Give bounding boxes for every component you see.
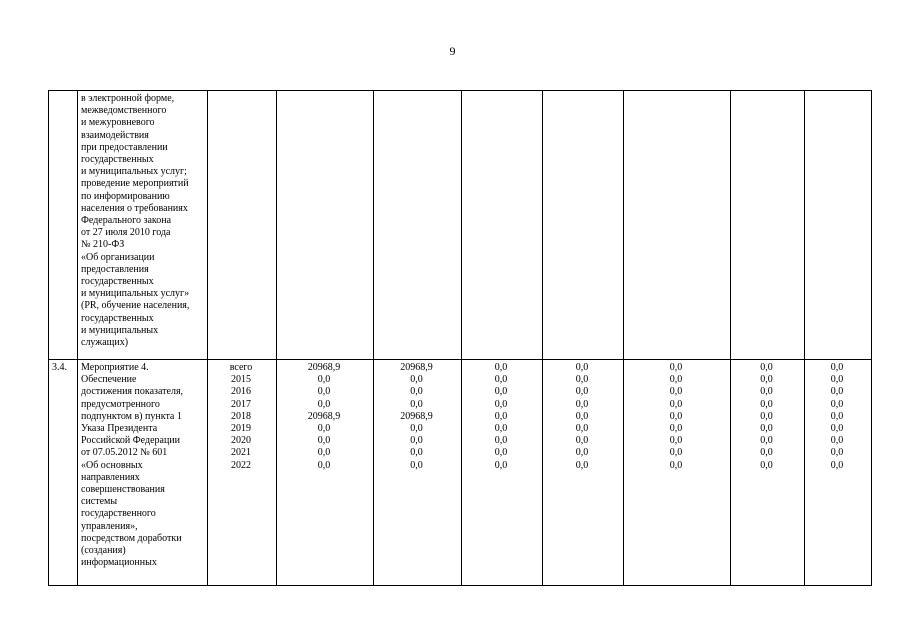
description-line: предусмотренного: [81, 398, 160, 410]
value-text: 20968,9: [400, 410, 433, 422]
value-text: 0,0: [317, 447, 331, 459]
value-text: 0,0: [669, 435, 683, 447]
description-line: и муниципальных: [81, 324, 159, 336]
page-number: 9: [449, 44, 456, 58]
description-cell: [78, 360, 208, 586]
description-line: государственного: [81, 508, 156, 520]
value-text: 0,0: [830, 423, 844, 435]
description-line: межведомственного: [81, 105, 167, 117]
description-line: в электронной форме,: [81, 93, 175, 104]
value-text: 0,0: [669, 386, 683, 398]
value-text: 0,0: [410, 447, 423, 459]
value-text: 0,0: [410, 423, 423, 435]
value-text: 0,0: [830, 386, 844, 398]
value-text: 0,0: [760, 374, 773, 386]
value-cell: [543, 360, 624, 586]
value-text: 0,0: [760, 423, 773, 435]
value-text: 0,0: [494, 398, 508, 410]
description-text: [81, 362, 207, 569]
description-line: от 27 июля 2010 года: [81, 227, 171, 239]
value-text: 0,0: [317, 386, 331, 398]
description-line: (создания): [81, 545, 126, 557]
description-line: Мероприятие 4.: [81, 362, 149, 373]
value-text: 0,0: [669, 459, 683, 471]
row-number: 3.4.: [52, 362, 67, 373]
year-label: 2017: [231, 398, 251, 410]
description-line: проведение мероприятий: [81, 178, 189, 190]
year-label: всего: [229, 362, 253, 373]
description-line: Обеспечение: [81, 374, 137, 386]
description-line: (PR, обучение населения,: [81, 300, 190, 312]
value-text: 0,0: [760, 386, 773, 398]
description-line: и муниципальных услуг;: [81, 166, 187, 178]
value-text: 0,0: [410, 459, 423, 471]
description-line: информационных: [81, 557, 157, 569]
program-table: [48, 90, 872, 586]
value-text: 0,0: [494, 410, 508, 422]
value-text: 0,0: [830, 435, 844, 447]
value-text: 20968,9: [307, 410, 341, 422]
year-label: 2016: [231, 386, 251, 398]
value-cell: [462, 91, 543, 360]
value-text: 0,0: [317, 398, 331, 410]
description-line: Федерального закона: [81, 215, 172, 227]
value-cell: [374, 91, 462, 360]
value-text: 0,0: [317, 459, 331, 471]
year-label: 2020: [231, 435, 251, 447]
year-label: 2021: [231, 447, 251, 459]
value-text: 0,0: [669, 362, 683, 373]
value-text: 0,0: [830, 447, 844, 459]
years-list: [212, 362, 276, 472]
year-label: 2015: [231, 374, 251, 386]
value-text: 0,0: [575, 398, 589, 410]
year-cell: [208, 360, 277, 586]
value-cell: [624, 91, 731, 360]
value-text: 0,0: [760, 459, 773, 471]
value-cell: [374, 360, 462, 586]
description-line: управления»,: [81, 520, 138, 532]
description-line: и межуровневого: [81, 117, 155, 129]
value-cell: [462, 360, 543, 586]
value-text: 0,0: [575, 459, 589, 471]
value-text: 0,0: [494, 447, 508, 459]
value-text: 0,0: [575, 423, 589, 435]
value-text: 0,0: [317, 374, 331, 386]
description-line: направлениях: [81, 471, 140, 483]
description-text: [81, 93, 207, 349]
value-text: 0,0: [410, 386, 423, 398]
year-cell: [208, 91, 277, 360]
description-line: предоставления: [81, 263, 149, 275]
value-text: 0,0: [830, 459, 844, 471]
value-text: 0,0: [830, 362, 844, 373]
description-line: подпунктом в) пункта 1: [81, 410, 182, 422]
description-line: достижения показателя,: [81, 386, 184, 398]
description-line: государственных: [81, 154, 154, 166]
value-cell: [805, 360, 872, 586]
value-text: 0,0: [669, 398, 683, 410]
value-text: 0,0: [760, 447, 773, 459]
value-text: 0,0: [317, 435, 331, 447]
value-cell: [543, 91, 624, 360]
value-text: 0,0: [410, 435, 423, 447]
value-text: 0,0: [494, 435, 508, 447]
value-text: 0,0: [410, 374, 423, 386]
description-line: и муниципальных услуг»: [81, 288, 190, 300]
description-cell: [78, 91, 208, 360]
value-cell: [277, 360, 374, 586]
value-text: 0,0: [575, 435, 589, 447]
value-text: 0,0: [669, 410, 683, 422]
value-text: 0,0: [669, 447, 683, 459]
value-text: 0,0: [494, 423, 508, 435]
description-line: служащих): [81, 337, 129, 349]
value-text: 0,0: [494, 362, 508, 373]
value-text: 0,0: [669, 423, 683, 435]
value-text: 0,0: [830, 398, 844, 410]
year-label: 2022: [231, 459, 251, 471]
description-line: взаимодействия: [81, 129, 149, 141]
description-line: «Об основных: [81, 459, 143, 471]
value-text: 0,0: [575, 374, 589, 386]
value-text: 0,0: [760, 435, 773, 447]
year-label: 2018: [231, 410, 251, 422]
value-text: 20968,9: [307, 362, 341, 373]
value-text: 20968,9: [400, 362, 433, 373]
value-text: 0,0: [494, 459, 508, 471]
description-line: системы: [81, 496, 118, 508]
value-cell: [731, 360, 805, 586]
value-text: 0,0: [494, 374, 508, 386]
value-cell: [731, 91, 805, 360]
year-label: 2019: [231, 423, 251, 435]
table-row-measure: [49, 360, 872, 586]
description-line: при предоставлении: [81, 141, 168, 153]
description-line: по информированию: [81, 190, 170, 202]
row-number-cell: [49, 360, 78, 586]
description-line: государственных: [81, 276, 154, 288]
value-text: 0,0: [830, 410, 844, 422]
description-line: совершенствования: [81, 484, 165, 496]
description-line: Указа Президента: [81, 423, 158, 435]
description-line: населения о требованиях: [81, 202, 188, 214]
value-text: 0,0: [410, 398, 423, 410]
description-line: государственных: [81, 312, 154, 324]
row-number-cell: [49, 91, 78, 360]
value-text: 0,0: [575, 410, 589, 422]
value-cell: [277, 91, 374, 360]
value-text: 0,0: [575, 386, 589, 398]
value-cell: [805, 91, 872, 360]
value-text: 0,0: [760, 410, 773, 422]
value-cell: [624, 360, 731, 586]
value-text: 0,0: [830, 374, 844, 386]
description-line: № 210-ФЗ: [81, 239, 125, 251]
table-row-continued: [49, 91, 872, 360]
description-line: «Об организации: [81, 251, 155, 263]
description-line: Российской Федерации: [81, 435, 181, 447]
value-text: 0,0: [669, 374, 683, 386]
value-text: 0,0: [494, 386, 508, 398]
value-text: 0,0: [575, 447, 589, 459]
value-text: 0,0: [760, 362, 773, 373]
value-text: 0,0: [575, 362, 589, 373]
description-line: посредством доработки: [81, 532, 182, 544]
value-text: 0,0: [317, 423, 331, 435]
value-text: 0,0: [760, 398, 773, 410]
description-line: от 07.05.2012 № 601: [81, 447, 168, 459]
